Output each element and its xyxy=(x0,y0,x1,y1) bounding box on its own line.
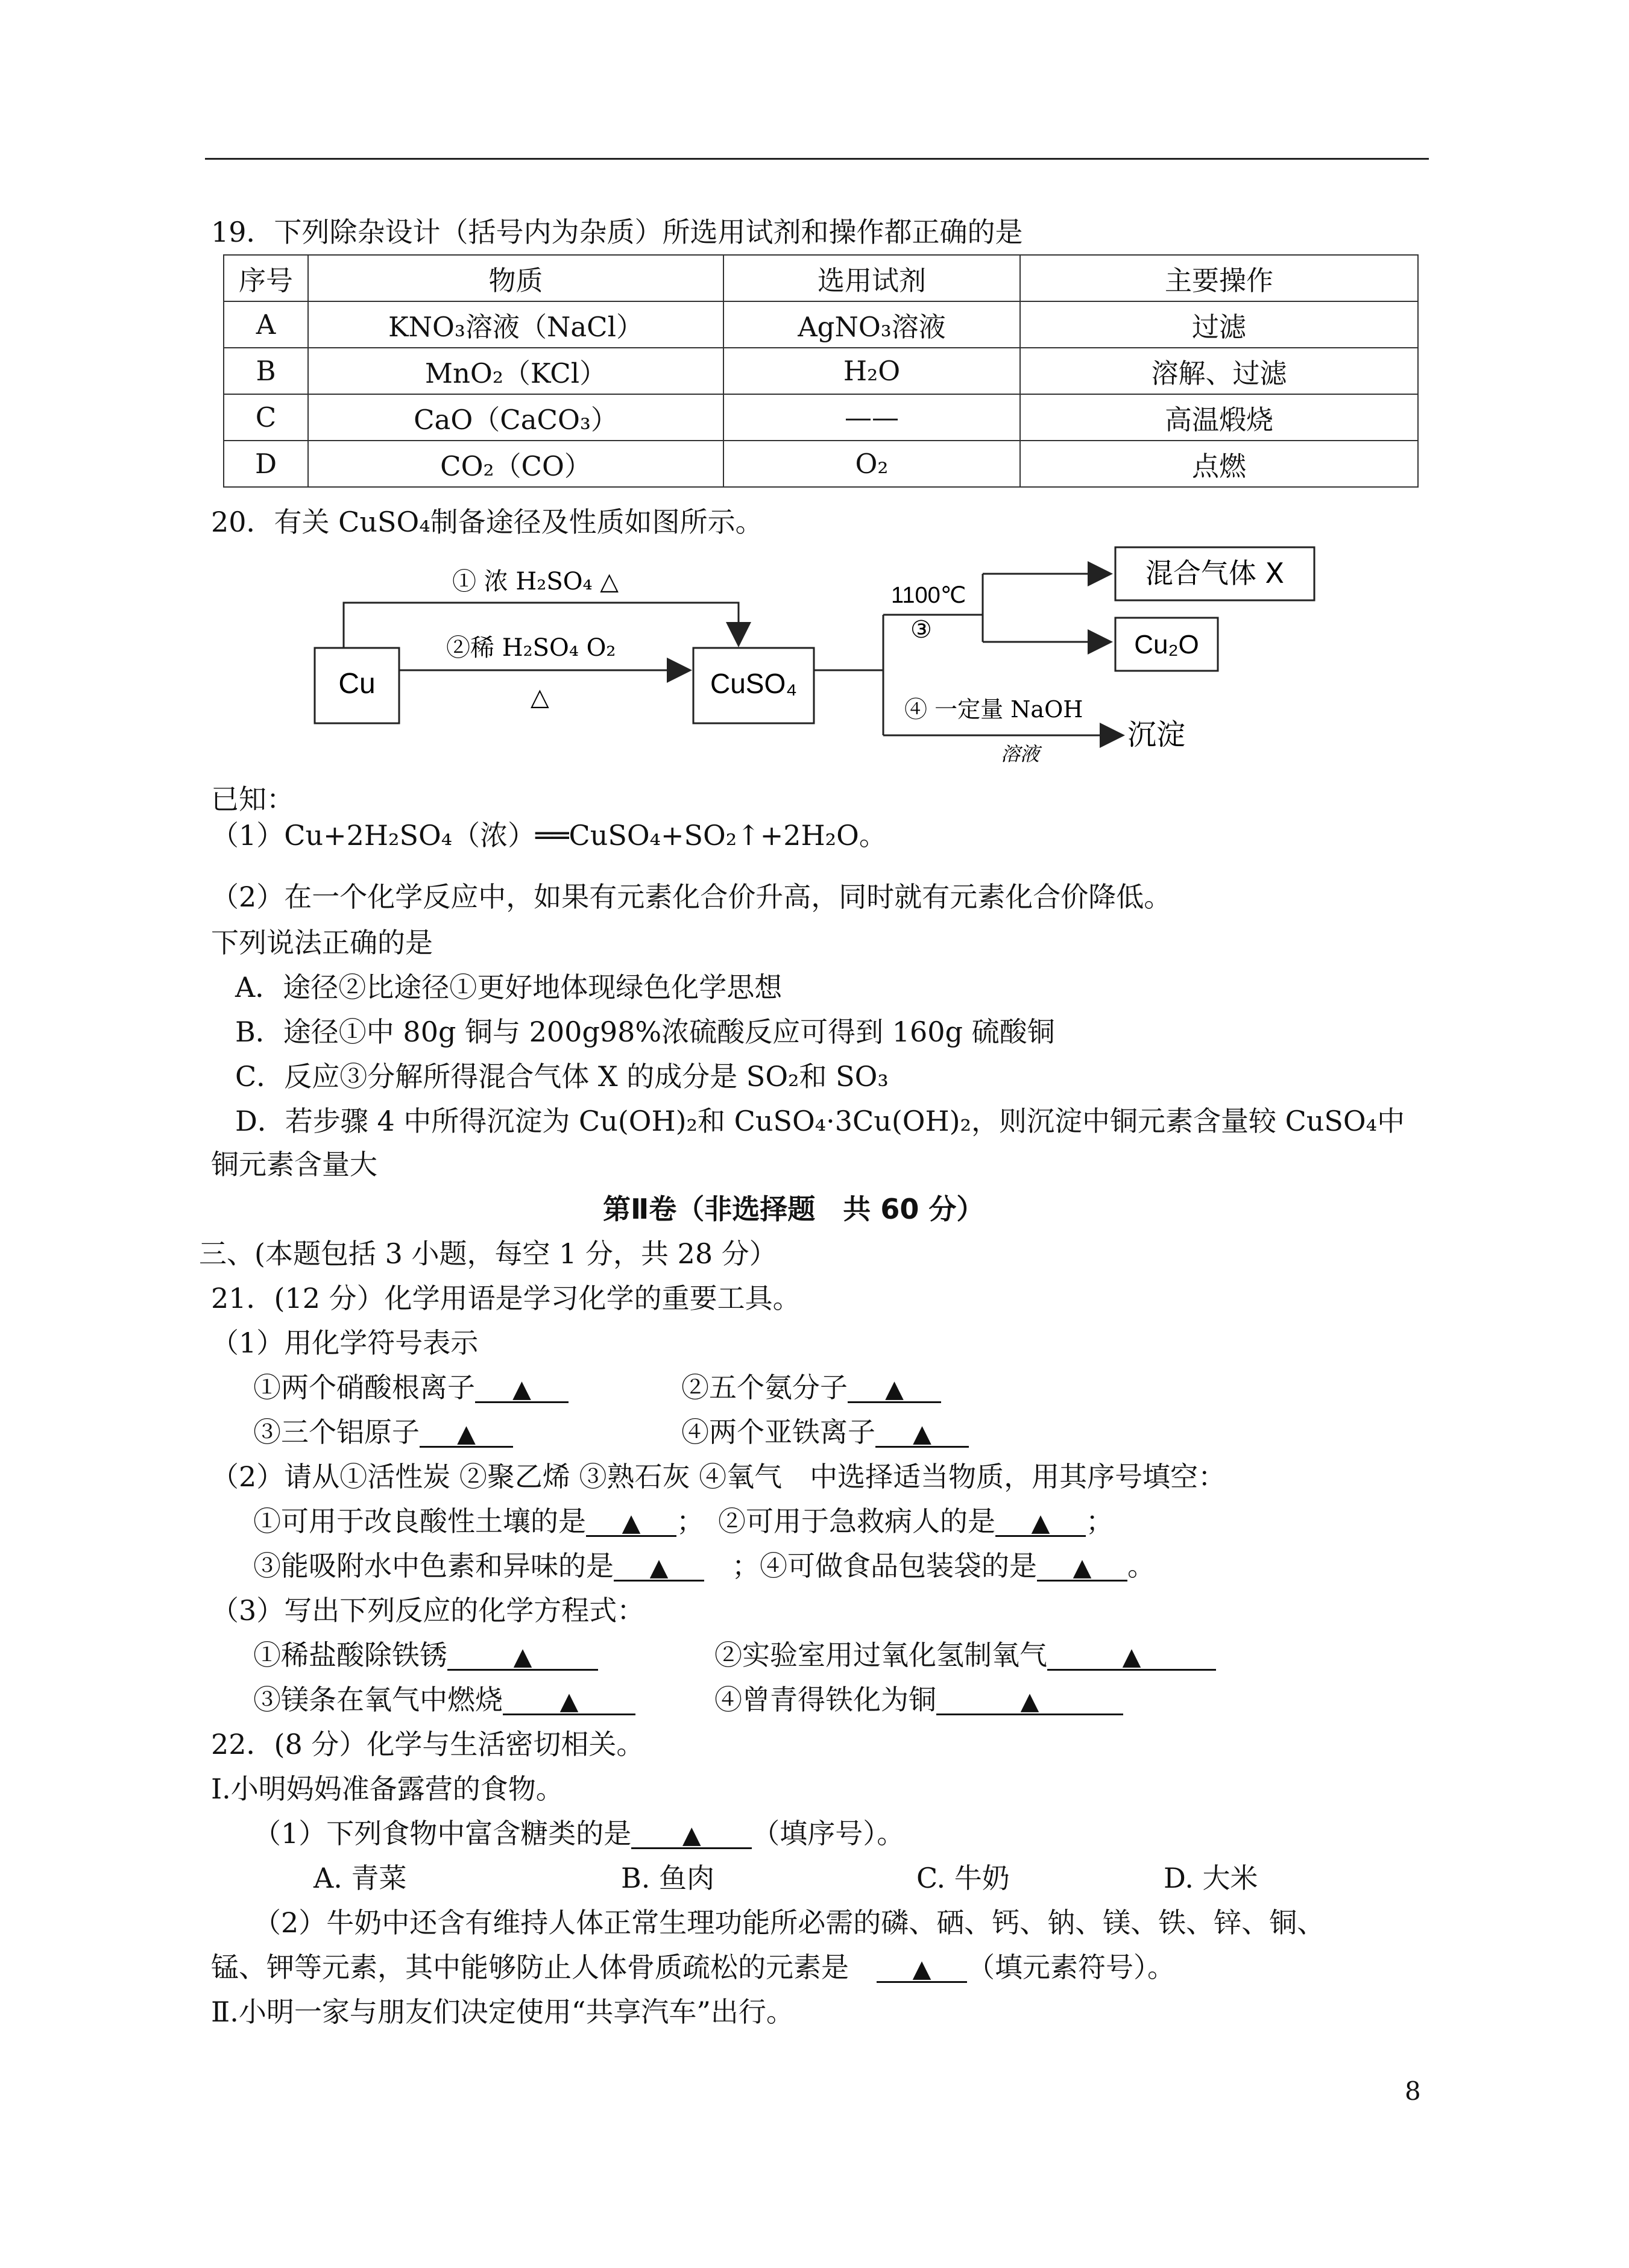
r4-sub-label: 溶液 xyxy=(1001,743,1040,765)
prompt-text: ④曾青得铁化为铜 xyxy=(714,1683,936,1716)
q21-s1: （1）用化学符号表示 xyxy=(211,1327,479,1359)
row-reagent: —— xyxy=(723,394,1020,441)
q21-s1d xyxy=(681,1414,969,1450)
known-2: （2）在一个化学反应中，如果有元素化合价升高，同时就有元素化合价降低。 xyxy=(211,881,1172,913)
triangle-icon: ▲ xyxy=(885,1375,904,1403)
row-reagent: H₂O xyxy=(723,348,1020,394)
row-operation: 点燃 xyxy=(1020,441,1418,487)
answer-blank[interactable] xyxy=(631,1816,752,1849)
q20-option-d-cont: 铜元素含量大 xyxy=(211,1148,377,1181)
prompt-text: （1）下列食物中富含糖类的是 xyxy=(253,1817,632,1850)
answer-blank[interactable] xyxy=(586,1504,676,1537)
q22-title: 22．(8 分）化学与生活密切相关。 xyxy=(211,1728,644,1761)
prompt-text: ①两个硝酸根离子 xyxy=(253,1371,475,1404)
row-id: A xyxy=(224,301,308,348)
q22-s1 xyxy=(253,1815,904,1852)
prompt-text: 锰、钾等元素，其中能够防止人体骨质疏松的元素是 xyxy=(211,1951,849,1984)
triangle-icon: ▲ xyxy=(1020,1688,1039,1715)
prompt-text: ②实验室用过氧化氢制氧气 xyxy=(714,1639,1047,1671)
q22-part1: Ⅰ.小明妈妈准备露营的食物。 xyxy=(211,1773,564,1805)
path1-label: ① 浓 H₂SO₄ △ xyxy=(452,568,619,595)
q22-option-a: A. 青菜 xyxy=(314,1862,407,1894)
q21-s2: （2）请从①活性炭 ②聚乙烯 ③熟石灰 ④氧气 中选择适当物质，用其序号填空： xyxy=(211,1460,1226,1493)
answer-blank[interactable] xyxy=(503,1682,635,1715)
temp-label: 1100℃ xyxy=(891,583,966,608)
q19-title: 19．下列除杂设计（括号内为杂质）所选用试剂和操作都正确的是 xyxy=(211,216,1023,248)
answer-blank[interactable] xyxy=(420,1415,513,1448)
prompt-text: （填序号）。 xyxy=(752,1817,905,1850)
cu2o-label: Cu₂O xyxy=(1134,630,1199,659)
q22-option-d: D. 大米 xyxy=(1164,1862,1258,1894)
triangle-icon: ▲ xyxy=(1031,1509,1050,1537)
row-substance: MnO₂（KCl） xyxy=(308,348,723,394)
q20-ask: 下列说法正确的是 xyxy=(211,926,433,959)
q21-title: 21．(12 分）化学用语是学习化学的重要工具。 xyxy=(211,1282,801,1315)
answer-blank[interactable] xyxy=(1037,1548,1127,1582)
cuso4-label: CuSO₄ xyxy=(710,668,798,699)
q20-option-c: C．反应③分解所得混合气体 X 的成分是 SO₂和 SO₃ xyxy=(235,1060,889,1093)
q20-title: 20．有关 CuSO₄制备途径及性质如图所示。 xyxy=(211,506,763,538)
triangle-icon: ▲ xyxy=(682,1821,701,1849)
q21-s3a xyxy=(253,1637,598,1673)
header-cell: 主要操作 xyxy=(1020,255,1418,301)
triangle-icon: ▲ xyxy=(559,1688,579,1715)
row-substance: CO₂（CO） xyxy=(308,441,723,487)
part2-heading: 第Ⅱ卷（非选择题 共 60 分） xyxy=(603,1193,985,1225)
q19-table xyxy=(223,254,1419,488)
answer-blank[interactable] xyxy=(447,1638,598,1671)
known-label: 已知： xyxy=(211,783,294,815)
answer-blank[interactable] xyxy=(848,1370,941,1403)
prompt-text: ①稀盐酸除铁锈 xyxy=(253,1639,447,1671)
row-id: B xyxy=(224,348,308,394)
q21-s3b xyxy=(714,1637,1216,1673)
q22-option-c: C. 牛奶 xyxy=(916,1862,1010,1894)
q22-s2: （2）牛奶中还含有维持人体正常生理功能所必需的磷、硒、钙、钠、镁、铁、锌、铜、 xyxy=(253,1906,1325,1939)
header-cell: 序号 xyxy=(224,255,308,301)
row-operation: 过滤 xyxy=(1020,301,1418,348)
triangle-icon: ▲ xyxy=(649,1554,669,1582)
q22-s2-cont xyxy=(211,1949,1175,1985)
row-id: C xyxy=(224,394,308,441)
triangle-icon: ▲ xyxy=(622,1509,641,1537)
prompt-text: ；④可做食品包装袋的是 xyxy=(732,1550,1037,1582)
triangle-icon: ▲ xyxy=(513,1643,532,1671)
row-reagent: O₂ xyxy=(723,441,1020,487)
table-row xyxy=(224,394,1418,441)
prompt-text: ①可用于改良酸性土壤的是 xyxy=(253,1505,586,1538)
q21-s3d xyxy=(714,1682,1123,1718)
table-row xyxy=(224,301,1418,348)
q20-option-b: B．途径①中 80g 铜与 200g98%浓硫酸反应可得到 160g 硫酸铜 xyxy=(235,1016,1055,1048)
triangle-icon: ▲ xyxy=(512,1375,531,1403)
prompt-text: ④两个亚铁离子 xyxy=(681,1416,875,1448)
answer-blank[interactable] xyxy=(995,1504,1086,1537)
cuso4-diagram xyxy=(307,542,1332,771)
q20-option-d: D．若步骤 4 中所得沉淀为 Cu(OH)₂和 CuSO₄·3Cu(OH)₂，则沉淀中铜元素含量较 CuSO₄中 xyxy=(235,1105,1405,1137)
row-substance: KNO₃溶液（NaCl） xyxy=(308,301,723,348)
known-1: （1）Cu+2H₂SO₄（浓）══CuSO₄+SO₂↑+2H₂O。 xyxy=(211,819,887,852)
prompt-text: ③能吸附水中色素和异味的是 xyxy=(253,1550,614,1582)
triangle-icon: ▲ xyxy=(913,1420,931,1448)
table-header-row xyxy=(224,255,1418,301)
page-number: 8 xyxy=(1405,2076,1421,2106)
answer-blank[interactable] xyxy=(475,1370,569,1403)
header-rule xyxy=(205,158,1429,160)
triangle-icon: ▲ xyxy=(1122,1643,1141,1671)
q22-option-b: B. 鱼肉 xyxy=(621,1862,715,1894)
q21-s3c xyxy=(253,1682,635,1718)
prompt-text: ②五个氨分子 xyxy=(681,1371,848,1404)
q21-s1b xyxy=(681,1369,941,1406)
gas-x-label: 混合气体 X xyxy=(1145,557,1285,589)
q21-s2-line2: ③能吸附水中色素和异味的是 ▲ ；④可做食品包装袋的是 ▲ 。 xyxy=(253,1550,1155,1582)
row-reagent: AgNO₃溶液 xyxy=(723,301,1020,348)
prompt-text: （填元素符号）。 xyxy=(967,1951,1175,1984)
answer-blank[interactable] xyxy=(1047,1638,1216,1671)
q21-s2-line1: ①可用于改良酸性土壤的是 ▲ ； ②可用于急救病人的是 ▲ ； xyxy=(253,1505,1114,1538)
answer-blank[interactable] xyxy=(936,1682,1123,1715)
header-cell: 选用试剂 xyxy=(723,255,1020,301)
triangle-icon: ▲ xyxy=(457,1420,476,1448)
triangle-icon: ▲ xyxy=(912,1955,931,1983)
r3-label: ③ xyxy=(910,616,932,644)
header-cell: 物质 xyxy=(308,255,723,301)
q21-s1a xyxy=(253,1369,569,1406)
q21-s3: （3）写出下列反应的化学方程式： xyxy=(211,1594,645,1627)
row-substance: CaO（CaCO₃） xyxy=(308,394,723,441)
answer-blank[interactable] xyxy=(614,1548,704,1582)
prompt-text: ③镁条在氧气中燃烧 xyxy=(253,1683,503,1716)
prompt-text: ； ②可用于急救病人的是 xyxy=(676,1505,995,1538)
answer-blank[interactable] xyxy=(877,1950,967,1983)
precip-label: 沉淀 xyxy=(1127,718,1186,752)
table-row xyxy=(224,348,1418,394)
row-operation: 溶解、过滤 xyxy=(1020,348,1418,394)
answer-blank[interactable] xyxy=(875,1415,969,1448)
row-id: D xyxy=(224,441,308,487)
row-operation: 高温煅烧 xyxy=(1020,394,1418,441)
q21-s1c xyxy=(253,1414,513,1450)
table-row xyxy=(224,441,1418,487)
prompt-text: ③三个铝原子 xyxy=(253,1416,420,1448)
cu-label: Cu xyxy=(338,668,376,700)
q20-option-a: A．途径②比途径①更好地体现绿色化学思想 xyxy=(235,971,783,1004)
path2-condition: △ xyxy=(531,683,549,711)
path2-label: ②稀 H₂SO₄ O₂ xyxy=(446,634,616,662)
q22-part2: Ⅱ.小明一家与朋友们决定使用“共享汽车”出行。 xyxy=(211,1996,794,2028)
section3-heading: 三、(本题包括 3 小题，每空 1 分，共 28 分） xyxy=(199,1237,777,1270)
triangle-icon: ▲ xyxy=(1073,1554,1092,1582)
r4-label: ④ 一定量 NaOH xyxy=(904,696,1083,723)
